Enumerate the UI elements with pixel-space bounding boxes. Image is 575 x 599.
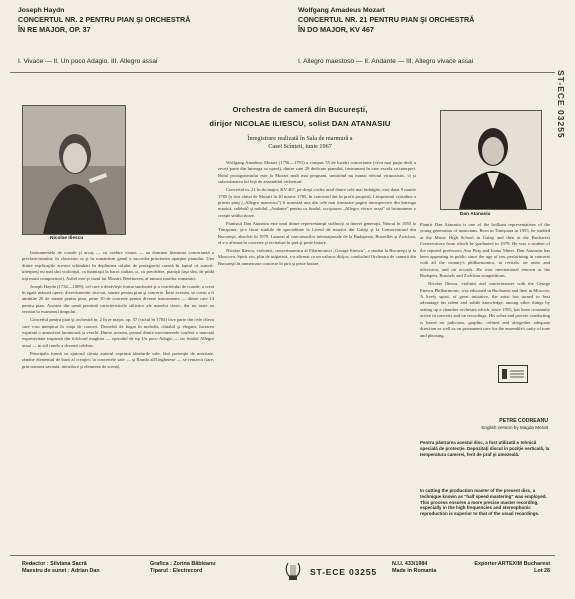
header-divider	[10, 72, 555, 73]
footer-divider	[10, 555, 555, 556]
graphics-credit: Grafica : Zorina Băbleanu	[150, 561, 216, 567]
fine-print-romanian: Pentru păstrarea acestui disc, a fost utilizată o tehnică specială de protecţie. Depozitaţi discul în poziţie verticală, la temperatura camerei, ferit de praf şi umezeală.	[420, 440, 550, 457]
right-work-title-line2: ÎN DO MAJOR, KV 467	[298, 24, 374, 34]
footer-catalog-code: ST-ECE 03255	[310, 567, 377, 577]
electrecord-logo	[498, 365, 528, 383]
left-work-title-line1: CONCERTUL NR. 2 PENTRU PIAN ŞI ORCHESTRĂ	[18, 15, 191, 25]
lot-number: Lot 28	[534, 568, 550, 575]
sound-credit: Maestru de sunet : Adrian Dan	[22, 568, 100, 575]
translation-credit: English version by Magda Morait	[481, 425, 548, 430]
liner-notes-right-column	[420, 222, 550, 412]
right-header	[298, 6, 538, 34]
liner-paragraph: Principala formă cu ajutorul căruia autorul exprimă idealurile sale, fără pretenţie de unicitate, rămîne elementul de bază al creaţiei; la concertele sale — şi Rondo all'Ungherese — se remarcă (tare, prin tratarea savantă, introduce şi elemente de scenă).	[22, 350, 214, 369]
editor-credit: Redactor : Silviana Sacră	[22, 561, 87, 567]
liner-paragraph: Concertul nr. 21 în do major, KV 467, pe drept cuvînt unul dintre cele mai îndrăgite, este datat 9 martie 1785 (a fost cîntat de Mozart la 10 martie 1785, în concertul dat în profit propriu). Limpezimii cristaline a primei părţi („Allegro maestoso") îi urmează una din cele mai frumoase pagini introspective din întreaga muzică, celebrul şi nobilul „Andante" pentru ca finalul, scrişoarea „Allegro vivace assai" să încununeze o creaţie strălucitoare.	[218, 187, 416, 218]
footer-exporter	[470, 561, 550, 576]
footer-registration	[392, 561, 472, 576]
soloist-photo-caption: Dan Atanasiu	[460, 212, 491, 217]
conductor-soloist: dirijor NICOLAE ILIESCU, solist DAN ATANASIU	[209, 119, 391, 128]
author-signature: PETRE CODREANU	[499, 418, 548, 424]
liner-paragraph: Instrumentele de coarde şi arcuş — cu osebire vioara — au dominat literatura concertantă a preclasicismului; în clasicism ca şi în romantism genul a succedat prioritatea aparţine pianului. Una dintre explicaţiile acestei schimbări în deplinirea rolului de protagonist constă în faptul că autorii-interpreţi nu mai sînt violonişti, ca înaintaşii la baroc italian, ci, cu precădere, pianişti (aşa sînt, de pildă toţi marii compozitori). Astfel este şi cazul lui Mozart, Beethoven, al tuturor marilor romantici.	[22, 250, 214, 281]
footer-credits-middle	[150, 561, 270, 576]
left-work-title-line2: ÎN RE MAJOR, OP. 37	[18, 24, 91, 34]
fine-print-english: In cutting the production master of the present disc, a technique known as "half speed mastering" was employed. This process ensures a more precise master recording, especially in the high frequencies and stereophonic reproduction is superior to that of the usual recordings.	[420, 488, 547, 517]
exporter-name: Exporter ARTEXIM Bucharest	[474, 561, 550, 567]
conductor-photo	[22, 105, 126, 235]
right-work-title-line1: CONCERTUL NR. 21 PENTRU PIAN ŞI ORCHESTRĂ	[298, 15, 475, 25]
liner-notes-middle-column	[218, 160, 416, 545]
footer-credits-left	[22, 561, 142, 576]
left-movements: I. Vivace — II. Un poco Adagio. III. Allegro assai	[18, 58, 158, 65]
catalog-code-vertical: ST-ECE 03255	[556, 70, 566, 139]
made-in: Made in Romania	[392, 568, 437, 575]
lyre-icon	[283, 560, 303, 582]
print-credit: Tiparul : Electrecord	[150, 568, 203, 575]
conductor-photo-caption: Nicolae Iliescu	[50, 236, 84, 241]
recording-info-line1: Înregistrare realizată în Sala de marmură a	[247, 135, 353, 142]
liner-paragraph: Joseph Haydn (1732—1809), cel care a desăvîrşit forma simfoniei şi a cvartetului de coarde, a creat în egală măsură opere, divertismente, trio-uri, sonate pentru pian şi concerte. Între acestea, se cuvin a fi amintite 20 de sonate pentru pian, peste 10 de concerte pentru diverse instrumente — dintre care 14 pentru pian. Acestea din urmă prezintă caracteristicile stilistice ale marelui clasic, dar nu toate au rezistat la examenul timpului.	[22, 283, 214, 315]
liner-paragraph: Pianistul Dan Atanasiu este unul dintre reprezentanţii străluciţi ai tinerei generaţii. Născut în 1955 la Timişoara, şi-a făcut studiile de specialitate la Liceul de muzică din Galaţi şi la Conservatorul din Bucureşti, absolvit în 1979. Laureat al concursurilor internaţionale de la Budapesta, Bruxelles şi Zwickau, el s-a afirmat în concerte şi recitaluri în ţară şi peste hotare.	[218, 220, 416, 246]
soloist-photo	[440, 110, 542, 210]
liner-paragraph: Nicolae Iliescu, violinist and concertmaster with the George Enescu Philharmonic, was educated in Bucharest and then in Moscow. A lively spirit, of great initiative, the artist has turned to best advantage his talent and subtle knowledge, among other things by setting up a chamber orchestra which, since 1955, has been constantly active in concerts and on recordings. His sober and precise conducting is based on judicious, graphic, refined and altogether adequate direction as well as on permanent care for the ensemble's unity of tone and phrasing.	[420, 281, 550, 338]
recording-info-line2: Casei Scînteii, iunie 1967	[268, 143, 332, 150]
performer-credits	[130, 105, 470, 151]
liner-paragraph: Wolfgang Amadeus Mozart (1756—1791) a compus 55 de lucrări concertante (ceva mai puţin decît a zecea parte din întreaga sa operă), dintre care 28 dedicate pianului, instrument în care excela ca interpret. Rolul protagonistului este la Mozart mult mai pregnant, urmărind nu numai efectul virtuozistic, ci şi subordonarea lui faţă de ansamblul orchestral.	[218, 160, 416, 185]
liner-paragraph: Pianist Dan Atanasiu is one of the brilliant representatives of the young generation of musicians. Born in Timişoara in 1955, he studied at the Music High School in Galaţi and then at the Bucharest Conservatory from which he graduated in 1979. He was a student of the reputed professors Ana Pitiş and Ioana Minei. Dan Atanasiu has been appearing in public since the age of ten, performing in concerts with all the country's philharmonics, in recitals, on radio and television, and on records. He won international renown at the Budapest, Brussels and Zwickau competitions.	[420, 222, 550, 279]
nii-number: N.I.I. 433/1984	[392, 561, 428, 567]
left-header	[18, 6, 278, 34]
left-composer: Joseph Haydn	[18, 7, 65, 14]
right-composer: Wolfgang Amadeus Mozart	[298, 7, 385, 14]
orchestra-name: Orchestra de cameră din Bucureşti,	[232, 105, 368, 114]
right-movements: I. Allegro maestoso — II. Andante — III. Allegro vivace assai	[298, 58, 474, 65]
liner-paragraph: Nicolae Iliescu, violonist, concertmaestru al Filarmonicii „George Enescu", a studiat la Bucureşti şi la Moscova. Spirit viu, plin de iniţiativă, s-a afirmat ca un valoros dirijor, conducînd Orchestra de cameră din Bucureşti în numeroase concerte în ţară şi peste hotare.	[218, 248, 416, 266]
liner-notes-left-column	[22, 250, 214, 545]
liner-paragraph: Concertul pentru pian şi orchestră nr. 2 în re major, op. 37 (ciclul în 1784) face parte din cele cîteva care s-au menţinut în viaţa de concert. Deosebit de bogat în melodii, cîntabil şi elegant, lucrarea exprimă o atmosferă luminoasă şi veselă. Dintre acestea, primul dintre movimentele conferă o marcată expresivitate inspirată din folclorul maghiar — episodul de tip Un poco Adagio — iar finalul Allegro assai — in stil rondo a devenit celebru.	[22, 317, 214, 348]
